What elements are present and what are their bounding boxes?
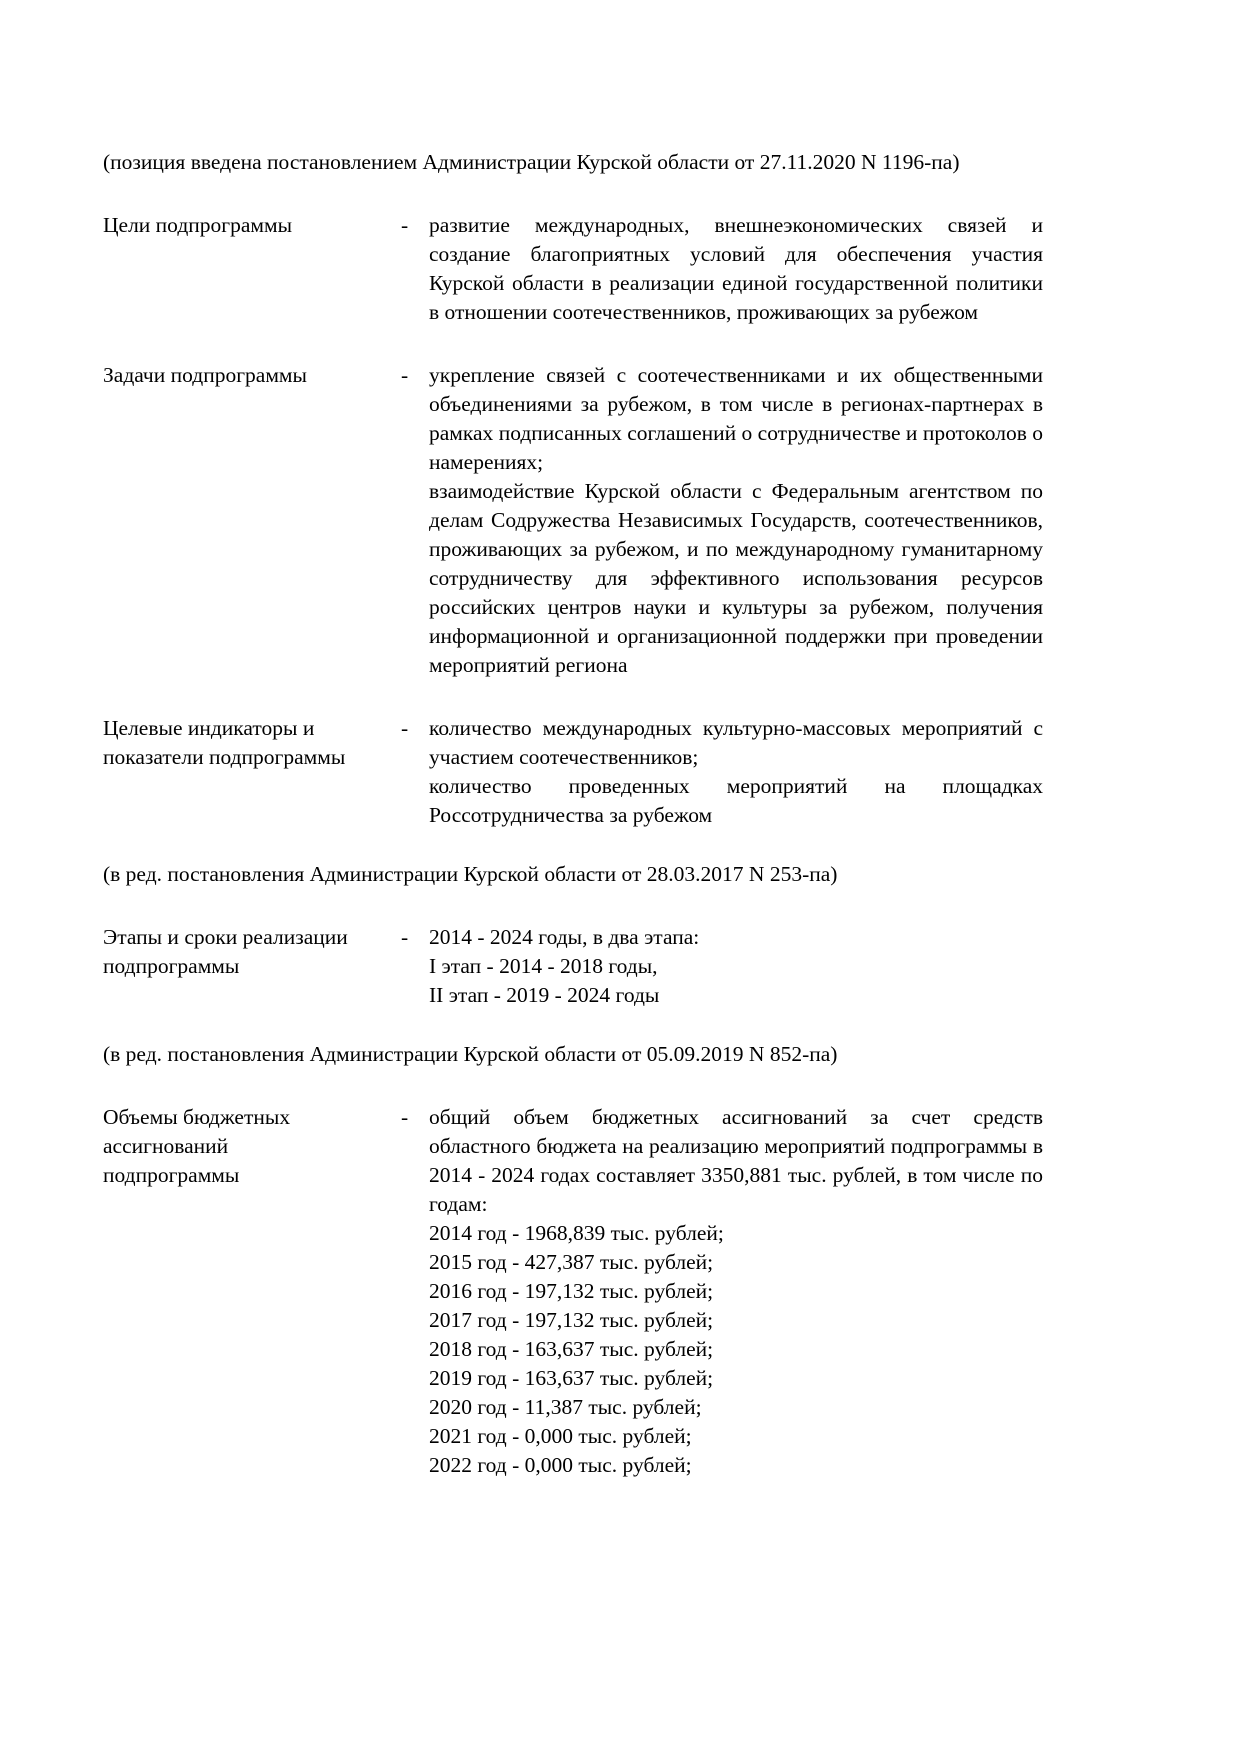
row-stages bbox=[103, 923, 1043, 1010]
budget-year-2017: 2017 год - 197,132 тыс. рублей; bbox=[429, 1308, 714, 1332]
editorial-note-2019: (в ред. постановления Администрации Курской области от 05.09.2019 N 852-па) bbox=[103, 1042, 838, 1066]
row-label-stages bbox=[103, 923, 401, 981]
budget-year-2019: 2019 год - 163,637 тыс. рублей; bbox=[429, 1366, 714, 1390]
row-label-indicators bbox=[103, 714, 401, 772]
row-label-goals: Цели подпрограммы bbox=[103, 213, 293, 237]
row-label-budget-line-2: ассигнований bbox=[103, 1134, 229, 1158]
budget-year-2021: 2021 год - 0,000 тыс. рублей; bbox=[429, 1424, 692, 1448]
tasks-text-2: взаимодействие Курской области с Федеральным агентством по делам Содружества Независимых Государств, соотечественников, проживающих за рубежом, и по международному гуманитарному сотрудничеству для эффективного использования ресурсов российских центров науки и культуры за рубежом, получения информационной и организационной поддержки при проведении мероприятий региона bbox=[429, 479, 1043, 677]
budget-year-2022: 2022 год - 0,000 тыс. рублей; bbox=[429, 1453, 692, 1477]
row-dash-tasks: - bbox=[401, 363, 409, 387]
budget-year-2020: 2020 год - 11,387 тыс. рублей; bbox=[429, 1395, 702, 1419]
indicators-text-1: количество международных культурно-массовых мероприятий с участием соотечественников; bbox=[429, 716, 1043, 769]
stages-line-1: 2014 - 2024 годы, в два этапа: bbox=[429, 925, 700, 949]
budget-year-2015: 2015 год - 427,387 тыс. рублей; bbox=[429, 1250, 714, 1274]
row-label-indicators-line-2: показатели подпрограммы bbox=[103, 745, 346, 769]
row-dash-budget: - bbox=[401, 1105, 409, 1129]
budget-year-2018: 2018 год - 163,637 тыс. рублей; bbox=[429, 1337, 714, 1361]
row-label-stages-line-1: Этапы и сроки реализации bbox=[103, 925, 348, 949]
row-value-indicators bbox=[429, 714, 1043, 830]
row-dash-stages: - bbox=[401, 925, 409, 949]
row-value-budget bbox=[429, 1103, 1043, 1480]
row-label-budget bbox=[103, 1103, 401, 1190]
row-goals bbox=[103, 211, 1043, 327]
budget-intro-text: общий объем бюджетных ассигнований за счет средств областного бюджета на реализацию мероприятий подпрограммы в 2014 - 2024 годах составляет 3350,881 тыс. рублей, в том числе по годам: bbox=[429, 1105, 1043, 1216]
budget-year-2016: 2016 год - 197,132 тыс. рублей; bbox=[429, 1279, 714, 1303]
row-label-budget-line-3: подпрограммы bbox=[103, 1163, 240, 1187]
document-content bbox=[103, 148, 1043, 1480]
row-dash-indicators: - bbox=[401, 716, 409, 740]
stages-line-3: II этап - 2019 - 2024 годы bbox=[429, 983, 660, 1007]
row-label-budget-line-1: Объемы бюджетных bbox=[103, 1105, 291, 1129]
editorial-note-intro: (позиция введена постановлением Администрации Курской области от 27.11.2020 N 1196-па) bbox=[103, 150, 960, 174]
indicators-text-2: количество проведенных мероприятий на площадках Россотрудничества за рубежом bbox=[429, 774, 1043, 827]
tasks-text-1: укрепление связей с соотечественниками и их общественными объединениями за рубежом, в том числе в регионах-партнерах в рамках подписанных соглашений о сотрудничестве и протоколов о намерениях; bbox=[429, 363, 1043, 474]
goals-text: развитие международных, внешнеэкономических связей и создание благоприятных условий для обеспечения участия Курской области в реализации единой государственной политики в отношении соотечественников, проживающих за рубежом bbox=[429, 213, 1043, 324]
editorial-note-2017: (в ред. постановления Администрации Курской области от 28.03.2017 N 253-па) bbox=[103, 862, 838, 886]
stages-line-2: I этап - 2014 - 2018 годы, bbox=[429, 954, 658, 978]
row-label-tasks: Задачи подпрограммы bbox=[103, 363, 307, 387]
row-indicators bbox=[103, 714, 1043, 830]
row-value-stages bbox=[429, 923, 1043, 1010]
row-dash-goals: - bbox=[401, 213, 409, 237]
row-value-goals bbox=[429, 211, 1043, 327]
row-label-stages-line-2: подпрограммы bbox=[103, 954, 240, 978]
row-value-tasks bbox=[429, 361, 1043, 680]
row-tasks bbox=[103, 361, 1043, 680]
budget-year-2014: 2014 год - 1968,839 тыс. рублей; bbox=[429, 1221, 724, 1245]
row-budget bbox=[103, 1103, 1043, 1480]
row-label-indicators-line-1: Целевые индикаторы и bbox=[103, 716, 315, 740]
